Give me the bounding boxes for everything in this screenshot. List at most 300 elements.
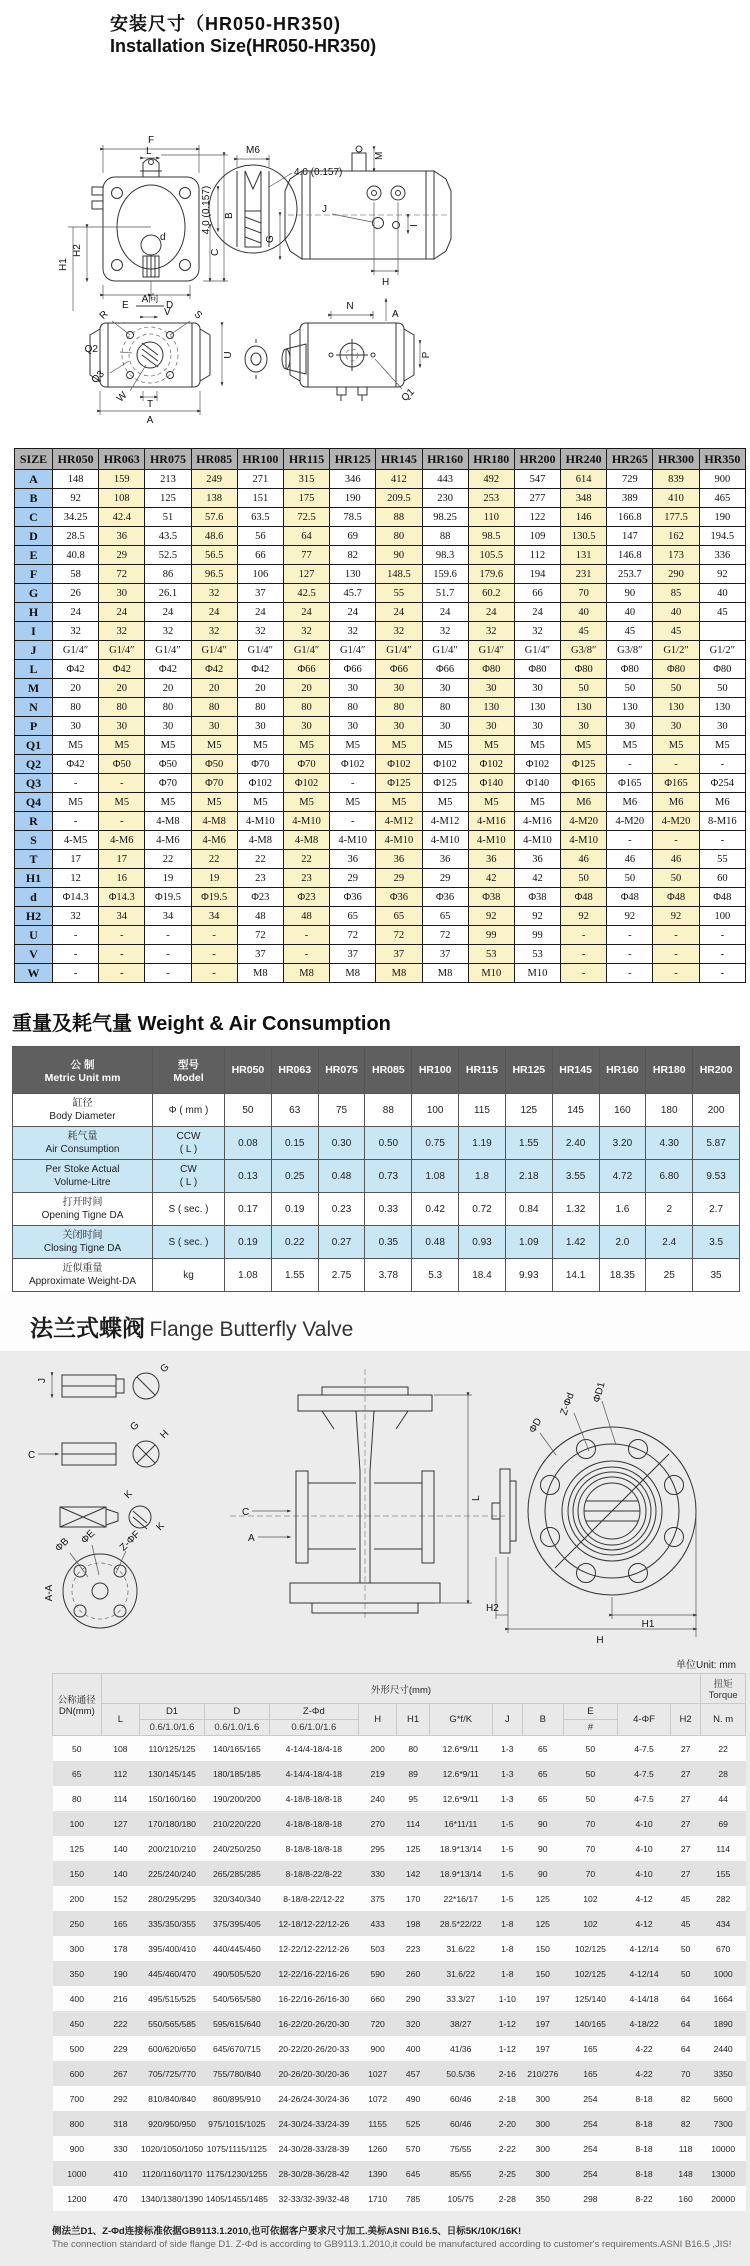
- dim-label: F: [148, 135, 155, 146]
- cell-value: 53: [514, 945, 560, 964]
- cell-value: 80: [422, 698, 468, 717]
- row-label: 80: [53, 1786, 102, 1811]
- cell-value: -: [653, 945, 699, 964]
- dim-label: H: [382, 277, 390, 288]
- cell-value: 30: [283, 717, 329, 736]
- table-row: [15, 888, 746, 907]
- cell-value: 179.6: [468, 565, 514, 584]
- cell-value: 56: [237, 527, 283, 546]
- cell-value: -: [145, 945, 191, 964]
- cell-value: 72: [422, 926, 468, 945]
- cell-value: 4-7.5: [618, 1761, 671, 1786]
- row-label: 近似重量 Approximate Weight-DA: [13, 1259, 153, 1292]
- cell-value: 12-22/16-22/16-26: [269, 1961, 358, 1986]
- cell-value: 48: [237, 907, 283, 926]
- cell-value: 109: [514, 527, 560, 546]
- cell-value: Φ42: [53, 755, 99, 774]
- cell-value: 25: [646, 1259, 693, 1292]
- cell-value: 29: [376, 869, 422, 888]
- cell-value: 12.6*9/11: [429, 1761, 492, 1786]
- weight-table-row: [13, 1259, 740, 1292]
- cell-value: G1/4″: [53, 641, 99, 660]
- cell-value: 300: [523, 2161, 564, 2186]
- cell-value: 223: [397, 1936, 429, 1961]
- cell-value: 165: [563, 2036, 618, 2061]
- dim-label: ΦD: [527, 1416, 545, 1436]
- cell-value: Φ70: [237, 755, 283, 774]
- table-row: [15, 679, 746, 698]
- dim-label: K: [122, 1488, 135, 1502]
- unit-note: 单位Unit: mm: [676, 1660, 736, 1671]
- cell-value: 1020/1050/1050: [140, 2136, 205, 2161]
- cell-value: 2-28: [492, 2186, 522, 2211]
- cell-value: 457: [397, 2061, 429, 2086]
- column-header: HR200: [693, 1047, 740, 1094]
- row-unit: S ( sec. ): [153, 1193, 225, 1226]
- cell-value: 755/780/840: [204, 2061, 269, 2086]
- cell-value: 190: [330, 489, 376, 508]
- cell-value: 4-M8: [237, 831, 283, 850]
- cell-value: 4-7.5: [618, 1786, 671, 1811]
- dim-label: W: [115, 390, 130, 405]
- cell-value: 4-M20: [607, 812, 653, 831]
- cell-value: 490/505/520: [204, 1961, 269, 1986]
- cell-value: 72: [99, 565, 145, 584]
- row-label: V: [15, 945, 53, 964]
- cell-value: G1/4″: [330, 641, 376, 660]
- cell-value: 525: [397, 2111, 429, 2136]
- cell-value: 230: [422, 489, 468, 508]
- cell-value: Φ42: [191, 660, 237, 679]
- cell-value: 88: [365, 1094, 412, 1127]
- dim-label: 4.0 (0.157): [201, 185, 212, 235]
- cell-value: 614: [561, 470, 607, 489]
- cell-value: 34: [191, 907, 237, 926]
- cell-value: M5: [422, 736, 468, 755]
- cell-value: 4-18/8-18/8-18: [269, 1811, 358, 1836]
- cell-value: 295: [358, 1836, 396, 1861]
- cell-value: 194.5: [699, 527, 745, 546]
- cell-value: 292: [101, 2086, 139, 2111]
- column-header: HR115: [283, 449, 329, 470]
- cell-value: 400: [397, 2036, 429, 2061]
- cell-value: 72: [376, 926, 422, 945]
- cell-value: 66: [237, 546, 283, 565]
- column-header: HR115: [459, 1047, 506, 1094]
- column-header: HR100: [412, 1047, 459, 1094]
- cell-value: 80: [283, 698, 329, 717]
- cell-value: 30: [468, 717, 514, 736]
- cell-value: 4-7.5: [618, 1736, 671, 1762]
- cell-value: Φ80: [607, 660, 653, 679]
- cell-value: 30: [99, 717, 145, 736]
- cell-value: 43.5: [145, 527, 191, 546]
- column-header: HR350: [699, 449, 745, 470]
- row-label: G: [15, 584, 53, 603]
- cell-value: -: [145, 964, 191, 983]
- metric-unit-header: 公 制 Metric Unit mm: [13, 1047, 153, 1094]
- row-label: C: [15, 508, 53, 527]
- cell-value: M6: [607, 793, 653, 812]
- cell-value: 4-10: [618, 1861, 671, 1886]
- dim-label: G: [128, 1419, 142, 1434]
- row-label: Q3: [15, 774, 53, 793]
- cell-value: 37: [330, 945, 376, 964]
- cell-value: -: [99, 926, 145, 945]
- cell-value: 152: [101, 1886, 139, 1911]
- cell-value: 36: [468, 850, 514, 869]
- cell-value: Φ102: [514, 755, 560, 774]
- cell-value: 90: [523, 1836, 564, 1861]
- cell-value: 50: [653, 869, 699, 888]
- cell-value: 82: [330, 546, 376, 565]
- cell-value: Φ165: [607, 774, 653, 793]
- col-header-nm: N. m: [701, 1704, 746, 1736]
- cell-value: 4-M8: [145, 812, 191, 831]
- cell-value: 5600: [701, 2086, 746, 2111]
- table-row: [15, 907, 746, 926]
- dim-label: Q1: [399, 386, 417, 404]
- outline-dimensions-header: 外形尺寸(mm): [101, 1674, 701, 1704]
- cell-value: -: [191, 964, 237, 983]
- cell-value: Φ80: [514, 660, 560, 679]
- cell-value: M5: [330, 736, 376, 755]
- cell-value: 375: [358, 1886, 396, 1911]
- cell-value: 4-10: [618, 1836, 671, 1861]
- cell-value: 300: [523, 2086, 564, 2111]
- cell-value: Φ66: [330, 660, 376, 679]
- cell-value: 0.19: [271, 1193, 318, 1226]
- cell-value: 57.6: [191, 508, 237, 527]
- cell-value: 64: [670, 1986, 700, 2011]
- cell-value: 52.5: [145, 546, 191, 565]
- cell-value: 98.5: [468, 527, 514, 546]
- cell-value: 112: [514, 546, 560, 565]
- cell-value: G1/4″: [145, 641, 191, 660]
- cell-value: 3.5: [693, 1226, 740, 1259]
- cell-value: 315: [283, 470, 329, 489]
- cell-value: -: [607, 831, 653, 850]
- cell-value: 27: [670, 1736, 700, 1762]
- cell-value: 45: [607, 622, 653, 641]
- cell-value: 2-25: [492, 2161, 522, 2186]
- cell-value: 2-22: [492, 2136, 522, 2161]
- cell-value: 2440: [701, 2036, 746, 2061]
- cell-value: 70: [563, 1811, 618, 1836]
- cell-value: 32: [283, 622, 329, 641]
- cell-value: 6.80: [646, 1160, 693, 1193]
- cell-value: 705/725/770: [140, 2061, 205, 2086]
- dim-label: H: [158, 1428, 172, 1442]
- column-header: HR125: [330, 449, 376, 470]
- cell-value: 30: [53, 717, 99, 736]
- cell-value: 92: [653, 907, 699, 926]
- cell-value: 0.48: [318, 1160, 365, 1193]
- row-label: M: [15, 679, 53, 698]
- cell-value: 2.75: [318, 1259, 365, 1292]
- table-row: [15, 926, 746, 945]
- cell-value: Φ36: [376, 888, 422, 907]
- cell-value: 4-M10: [422, 831, 468, 850]
- table-row: [53, 1736, 746, 1762]
- cell-value: 12: [53, 869, 99, 888]
- cell-value: 1710: [358, 2186, 396, 2211]
- cell-value: 125: [523, 1886, 564, 1911]
- cell-value: 590: [358, 1961, 396, 1986]
- cell-value: 146.8: [607, 546, 653, 565]
- cell-value: 92: [514, 907, 560, 926]
- table-row: [15, 964, 746, 983]
- cell-value: 92: [699, 565, 745, 584]
- column-header: HR063: [99, 449, 145, 470]
- cell-value: 375/395/405: [204, 1911, 269, 1936]
- cell-value: 4-18/8-18/8-18: [269, 1786, 358, 1811]
- cell-value: 470: [101, 2186, 139, 2211]
- cell-value: 2: [646, 1193, 693, 1226]
- cell-value: -: [561, 926, 607, 945]
- cell-value: 14.1: [552, 1259, 599, 1292]
- cell-value: 32: [422, 622, 468, 641]
- cell-value: 240/250/250: [204, 1836, 269, 1861]
- dim-label: J: [37, 1378, 48, 1383]
- row-label: 关闭时间 Closing Tigne DA: [13, 1226, 153, 1259]
- cell-value: 4-M6: [191, 831, 237, 850]
- row-label: d: [15, 888, 53, 907]
- cell-value: 50: [699, 679, 745, 698]
- cell-value: 20: [145, 679, 191, 698]
- cell-value: 2-18: [492, 2086, 522, 2111]
- cell-value: M5: [283, 793, 329, 812]
- cell-value: 30: [376, 679, 422, 698]
- cell-value: 32: [330, 622, 376, 641]
- cell-value: 20: [99, 679, 145, 698]
- col-header-d1: D1: [140, 1704, 205, 1720]
- cell-value: 32: [237, 622, 283, 641]
- cell-value: 32: [191, 622, 237, 641]
- cell-value: 72.5: [283, 508, 329, 527]
- cell-value: 1340/1380/1390: [140, 2186, 205, 2211]
- dim-label: C: [210, 248, 221, 256]
- dn-header-row-2: [53, 1704, 746, 1720]
- cell-value: 95: [397, 1786, 429, 1811]
- weight-table-row: [13, 1160, 740, 1193]
- table-row: [15, 698, 746, 717]
- cell-value: 92: [468, 907, 514, 926]
- cell-value: 102/125: [563, 1961, 618, 1986]
- cell-value: 4-M12: [376, 812, 422, 831]
- cell-value: 114: [397, 1811, 429, 1836]
- cell-value: 92: [607, 907, 653, 926]
- cell-value: 180: [646, 1094, 693, 1127]
- cell-value: 210/276: [523, 2061, 564, 2086]
- cell-value: 99: [514, 926, 560, 945]
- cell-value: 23: [237, 869, 283, 888]
- cell-value: M5: [237, 793, 283, 812]
- cell-value: 24: [237, 603, 283, 622]
- cell-value: -: [653, 926, 699, 945]
- cell-value: 8-18: [618, 2086, 671, 2111]
- cell-value: 85/55: [429, 2161, 492, 2186]
- cell-value: Φ125: [561, 755, 607, 774]
- cell-value: Φ36: [422, 888, 468, 907]
- cell-value: 28.5: [53, 527, 99, 546]
- cell-value: Φ102: [330, 755, 376, 774]
- row-label: 200: [53, 1886, 102, 1911]
- cell-value: 80: [145, 698, 191, 717]
- cell-value: 4-M10: [514, 831, 560, 850]
- cell-value: M5: [376, 736, 422, 755]
- cell-value: 22: [191, 850, 237, 869]
- cell-value: M8: [422, 964, 468, 983]
- cell-value: 65: [523, 1736, 564, 1762]
- cell-value: 86: [145, 565, 191, 584]
- cell-value: Φ102: [376, 755, 422, 774]
- cell-value: -: [99, 945, 145, 964]
- cell-value: 4-12: [618, 1911, 671, 1936]
- cell-value: 130.5: [561, 527, 607, 546]
- cell-value: Φ70: [145, 774, 191, 793]
- cell-value: 20: [53, 679, 99, 698]
- table-row: [53, 1836, 746, 1861]
- cell-value: 547: [514, 470, 560, 489]
- cell-value: 24-26/24-30/24-36: [269, 2086, 358, 2111]
- cell-value: 150: [523, 1961, 564, 1986]
- cell-value: 282: [701, 1886, 746, 1911]
- cell-value: 177.5: [653, 508, 699, 527]
- cell-value: 7300: [701, 2111, 746, 2136]
- cell-value: 24: [468, 603, 514, 622]
- cell-value: 165: [563, 2061, 618, 2086]
- cell-value: 1390: [358, 2161, 396, 2186]
- cell-value: 4-M10: [283, 812, 329, 831]
- cell-value: 8-18/8-22/12-22: [269, 1886, 358, 1911]
- cell-value: G1/4″: [422, 641, 468, 660]
- table-row: [53, 2036, 746, 2061]
- col-header-j: J: [492, 1704, 522, 1736]
- row-label: 500: [53, 2036, 102, 2061]
- cell-value: 127: [283, 565, 329, 584]
- cell-value: M5: [145, 736, 191, 755]
- cell-value: Φ38: [468, 888, 514, 907]
- column-header: HR085: [191, 449, 237, 470]
- cell-value: 30: [330, 679, 376, 698]
- cell-value: 27: [670, 1761, 700, 1786]
- col-header-b: B: [523, 1704, 564, 1736]
- cell-value: 30: [699, 717, 745, 736]
- cell-value: 131: [561, 546, 607, 565]
- dim-label: ΦB: [53, 1536, 72, 1555]
- cell-value: 63: [271, 1094, 318, 1127]
- cell-value: 77: [283, 546, 329, 565]
- cell-value: Φ80: [653, 660, 699, 679]
- column-header: HR063: [271, 1047, 318, 1094]
- cell-value: 24: [283, 603, 329, 622]
- cell-value: 277: [514, 489, 560, 508]
- cell-value: 50: [563, 1761, 618, 1786]
- cell-value: 146: [561, 508, 607, 527]
- cell-value: 40: [607, 603, 653, 622]
- weight-section-title: [12, 1007, 750, 1036]
- cell-value: Φ50: [145, 755, 191, 774]
- cell-value: -: [699, 945, 745, 964]
- cell-value: 200: [358, 1736, 396, 1762]
- cell-value: 32: [53, 907, 99, 926]
- cell-value: 445/460/470: [140, 1961, 205, 1986]
- cell-value: 30: [514, 679, 560, 698]
- cell-value: 219: [358, 1761, 396, 1786]
- cell-value: 50: [653, 679, 699, 698]
- cell-value: 0.84: [505, 1193, 552, 1226]
- column-header: HR240: [561, 449, 607, 470]
- cell-value: 108: [101, 1736, 139, 1762]
- cell-value: 45: [670, 1886, 700, 1911]
- cell-value: 108: [99, 489, 145, 508]
- cell-value: 18.9*13/14: [429, 1836, 492, 1861]
- cell-value: 4-M5: [53, 831, 99, 850]
- cell-value: 92: [53, 489, 99, 508]
- cell-value: 130: [607, 698, 653, 717]
- cell-value: 65: [330, 907, 376, 926]
- cell-value: 298: [563, 2186, 618, 2211]
- cell-value: 155: [701, 1861, 746, 1886]
- cell-value: 200: [693, 1094, 740, 1127]
- flange-butterfly-valve-dimension-table: [52, 1673, 746, 2211]
- cell-value: G3/8″: [561, 641, 607, 660]
- cell-value: 729: [607, 470, 653, 489]
- dim-label: d: [160, 232, 166, 243]
- cell-value: 30: [514, 717, 560, 736]
- cell-value: 50: [607, 869, 653, 888]
- cell-value: Φ125: [422, 774, 468, 793]
- cell-value: 4-14/18: [618, 1986, 671, 2011]
- cell-value: 70: [563, 1836, 618, 1861]
- cell-value: 5.87: [693, 1127, 740, 1160]
- cell-value: 80: [376, 698, 422, 717]
- cell-value: 2.7: [693, 1193, 740, 1226]
- cell-value: 900: [358, 2036, 396, 2061]
- cell-value: 4-M20: [561, 812, 607, 831]
- cell-value: 82: [670, 2086, 700, 2111]
- column-header: HR050: [53, 449, 99, 470]
- cell-value: Φ70: [283, 755, 329, 774]
- cell-value: G1/4″: [514, 641, 560, 660]
- table-row: [53, 1886, 746, 1911]
- cell-value: Φ70: [191, 774, 237, 793]
- cell-value: 50.5/36: [429, 2061, 492, 2086]
- cell-value: Φ19.5: [191, 888, 237, 907]
- cell-value: 45: [561, 622, 607, 641]
- cell-value: 1-12: [492, 2036, 522, 2061]
- cell-value: 0.23: [318, 1193, 365, 1226]
- row-unit: Φ ( mm ): [153, 1094, 225, 1127]
- pressure-rating: 0.6/1.0/1.6: [269, 1720, 358, 1736]
- row-label: S: [15, 831, 53, 850]
- cell-value: 9.93: [505, 1259, 552, 1292]
- cell-value: 40: [561, 603, 607, 622]
- cell-value: 72: [330, 926, 376, 945]
- cell-value: 151: [237, 489, 283, 508]
- cell-value: 175: [283, 489, 329, 508]
- cell-value: M5: [145, 793, 191, 812]
- cell-value: M8: [237, 964, 283, 983]
- cell-value: 4-M16: [514, 812, 560, 831]
- cell-value: 1.55: [271, 1259, 318, 1292]
- cell-value: 194: [514, 565, 560, 584]
- cell-value: G1/2″: [653, 641, 699, 660]
- cell-value: Φ165: [561, 774, 607, 793]
- table-row: [53, 1811, 746, 1836]
- row-label: 150: [53, 1861, 102, 1886]
